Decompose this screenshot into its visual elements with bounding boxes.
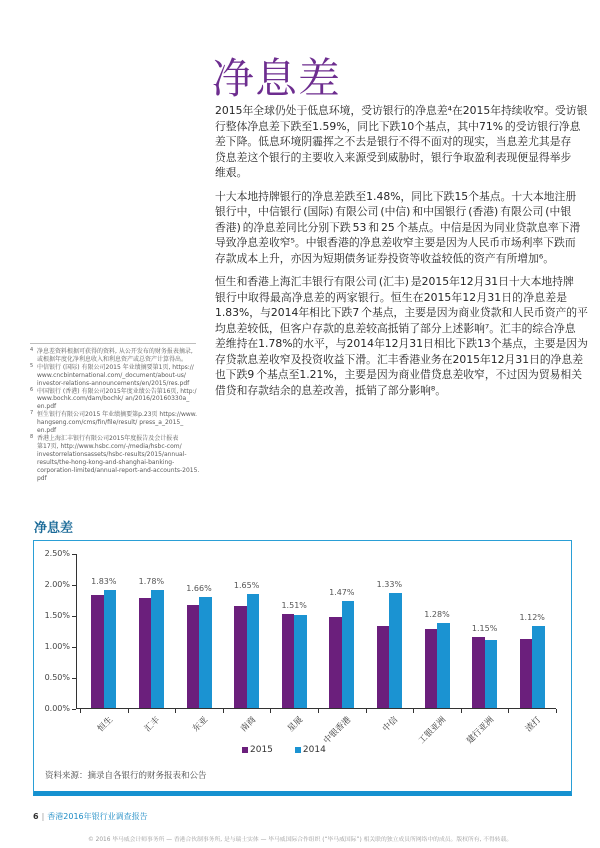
x-tick <box>461 709 462 713</box>
text-line: 借贷和存款结余的息差改善，抵销了部分影响⁸。 <box>215 383 447 397</box>
paragraph-2 <box>215 189 581 267</box>
chart-source: 资料来源：摘录自各银行的财务报表和公告 <box>45 771 207 781</box>
plot-area <box>44 549 556 747</box>
chart-legend <box>242 745 326 755</box>
footnote-line: 净息差资料根据可获得的资料, 从公开发布的财务报表摘录, <box>37 348 193 355</box>
data-label: 1.28% <box>424 610 450 620</box>
y-tick <box>72 554 76 555</box>
paragraph-3 <box>215 274 588 398</box>
text-line: 差下降。低息环境阴霾挥之不去是银行不得不面对的现实，当息差尤其是存 <box>215 135 572 148</box>
text-line: 行整体净息差下跌至1.59%，同比下跌10个基点，其中71% 的受访银行净息 <box>215 119 581 133</box>
bar-2014[interactable] <box>485 640 498 708</box>
page-number: 6 <box>33 812 39 821</box>
data-label: 1.66% <box>186 584 212 594</box>
footnote-link[interactable]: investorrelationsassets/hsbc-results/2015/annual- <box>37 450 187 458</box>
data-label: 1.47% <box>329 588 355 598</box>
x-tick <box>318 709 319 713</box>
footnote-link[interactable]: hangseng.com/cms/fin/file/result/ press_a_2015_ <box>37 419 184 427</box>
y-tick-label: 0.50% <box>44 673 70 682</box>
bar-2014[interactable] <box>532 626 545 708</box>
footnote-6 <box>30 388 196 412</box>
x-tick <box>508 709 509 713</box>
bar-2015[interactable] <box>187 605 200 708</box>
bar-2014[interactable] <box>199 597 212 708</box>
footnote-link[interactable]: pdf <box>37 474 47 482</box>
legend-label: 2014 <box>302 745 326 755</box>
footnote-5 <box>30 364 196 388</box>
chart-heading: 净息差 <box>34 521 74 536</box>
footnote-marker: 6 <box>30 386 34 393</box>
footnotes <box>30 343 200 482</box>
body-text <box>215 103 588 406</box>
bar-2015[interactable] <box>139 598 152 708</box>
text-line: 2015年全球仍处于低息环境，受访银行的净息差⁴在2015年持续收窄。受访银 <box>215 104 588 117</box>
footnote-link[interactable]: en.pdf <box>37 403 57 411</box>
bar-2014[interactable] <box>294 615 307 708</box>
x-tick <box>556 709 557 713</box>
data-label: 1.65% <box>233 580 260 590</box>
y-tick <box>72 709 76 710</box>
y-tick-label: 2.00% <box>44 580 70 589</box>
page-footer <box>33 812 148 822</box>
text-line: 存贷款息差收窄及投资收益下滑。汇丰香港业务在2015年12月31日的净息差 <box>215 352 584 366</box>
x-axis-label: 东亚 <box>190 715 211 735</box>
x-axis-label: 恒生 <box>95 715 115 735</box>
y-axis <box>76 554 77 709</box>
x-tick <box>413 709 414 713</box>
x-axis-label: 南商 <box>238 715 258 735</box>
bar-2015[interactable] <box>377 626 390 708</box>
bar-2015[interactable] <box>329 617 342 708</box>
x-axis <box>76 708 556 709</box>
text-line: 维艰。 <box>215 166 248 179</box>
text-line: 存款成本上升，亦因为短期债务证券投资等收益较低的资产有所增加⁶。 <box>215 251 555 265</box>
x-axis-label: 星展 <box>286 715 306 735</box>
data-label: 1.51% <box>281 601 307 611</box>
x-axis-label: 建行亚洲 <box>464 715 496 747</box>
bar-2014[interactable] <box>389 593 402 708</box>
data-label: 1.12% <box>519 613 545 623</box>
footnote-8 <box>30 433 200 482</box>
y-tick <box>72 647 76 648</box>
x-tick <box>270 709 271 713</box>
y-tick-label: 2.50% <box>44 549 70 558</box>
bar-2014[interactable] <box>151 590 164 708</box>
data-label: 1.83% <box>91 577 117 587</box>
footnote-marker: 5 <box>30 362 34 369</box>
footnote-marker: 7 <box>30 410 34 417</box>
text-line: 十大本地持牌银行的净息差跌至1.48%，同比下跌15个基点。十大本地注册 <box>215 189 577 203</box>
y-tick <box>72 616 76 617</box>
page-title: 净息差 <box>212 54 342 103</box>
footnote-4 <box>30 348 196 364</box>
legend-swatch-icon <box>242 747 248 753</box>
paragraph-1 <box>215 103 588 181</box>
x-axis-label: 汇丰 <box>143 715 163 735</box>
bar-2015[interactable] <box>282 614 295 708</box>
footnote-line: 恒生银行有限公司2015 年业绩摘要第p.23页 https://www. <box>37 411 198 419</box>
legend-item-2014[interactable] <box>295 745 326 755</box>
x-axis-label: 渣打 <box>524 715 544 735</box>
bar-2015[interactable] <box>425 629 438 708</box>
copyright-notice: © 2016 毕马威会计师事务所 — 香港合伙制事务所, 是与瑞士实体 — 毕马威国际合作组织 (“毕马威国际”) 相关联的独立成员所网络中的成员。版权所有, 不得转载。 <box>88 837 513 843</box>
text-line: 香港) 的净息差同比分别下跌 53 和 25 个基点。中信是因为同业贷款息率下滑 <box>215 220 581 234</box>
chart-container <box>33 540 572 796</box>
footnote-line: 香港上海汇丰银行有限公司2015年度报告及会计报表 <box>37 434 179 442</box>
text-line: 也下跌9 个基点至1.21%，主要是因为商业借贷息差收窄，不过因为贸易相关 <box>215 368 583 381</box>
footnote-7 <box>30 411 196 435</box>
x-axis-label: 中银香港 <box>321 715 353 747</box>
footnote-link[interactable]: www.bochk.com/dam/bochk/ an/2016/20160330a_ <box>37 395 190 403</box>
footnote-marker: 4 <box>30 347 34 353</box>
footnote-marker: 8 <box>30 433 34 440</box>
footer-separator: | <box>41 812 45 821</box>
footnote-link[interactable]: 第17页, http://www.hsbc.com/-/media/hsbc-com/ <box>37 442 182 450</box>
x-axis-label: 工银亚洲 <box>416 715 449 747</box>
x-tick <box>175 709 176 713</box>
y-tick-label: 1.50% <box>44 611 70 620</box>
bar-2015[interactable] <box>234 606 247 708</box>
bar-2014[interactable] <box>437 623 450 708</box>
legend-item-2015[interactable] <box>242 745 273 755</box>
text-line: 贷息差这个银行的主要收入来源受到威胁时，银行争取盈利表现便显得举步 <box>215 150 572 164</box>
report-title: 香港2016年银行业调查报告 <box>47 812 148 821</box>
y-tick <box>72 585 76 586</box>
footnote-line: 中国银行 (香港) 有限公司2015年度业绩公告第16页, http:/ <box>37 387 197 395</box>
footnote-line: 中信银行 (国际) 有限公司2015 年业绩摘要第1页, https:// <box>37 363 194 371</box>
y-tick <box>72 678 76 679</box>
legend-swatch-icon <box>295 747 301 753</box>
data-label: 1.78% <box>138 576 165 586</box>
footnote-link[interactable]: results/the-hong-kong-and-shanghai-banking- <box>37 458 175 466</box>
footnote-link[interactable]: en.pdf <box>37 427 57 435</box>
text-line: 导致净息差收窄⁵。中银香港的净息差收窄主要是因为人民币市场利率下跌而 <box>215 236 576 249</box>
footnote-link[interactable]: www.cncbinternational.com/_document/about-us/ <box>37 371 186 379</box>
x-tick <box>223 709 224 713</box>
text-line: 1.83%，与2014年相比下跌7 个基点，主要是因为商业贷款和人民币资产的平 <box>215 306 588 319</box>
footnote-link[interactable]: corporation-limited/annual-report-and-accounts-2015. <box>37 466 200 474</box>
bar-2015[interactable] <box>520 639 533 708</box>
text-line: 差维持在1.78%的水平，与2014年12月31日相比下跌13个基点，主要是因为 <box>215 337 588 350</box>
x-tick <box>366 709 367 713</box>
y-tick-label: 1.00% <box>44 642 70 651</box>
bar-2014[interactable] <box>342 601 355 708</box>
bar-2015[interactable] <box>91 595 104 708</box>
x-axis-label: 中信 <box>381 715 401 735</box>
legend-label: 2015 <box>250 745 273 755</box>
x-tick <box>80 709 81 713</box>
data-label: 1.33% <box>376 579 403 589</box>
text-line: 均息差较低，但客户存款的息差较高抵销了部分上述影响⁷。汇丰的综合净息 <box>215 321 576 335</box>
footnote-link[interactable]: investor-relations-announcements/en/2015/res.pdf <box>37 379 190 387</box>
footnote-line: 或根据年度化净利息收入和利息资产或总资产计算得出。 <box>37 355 188 363</box>
bar-2014[interactable] <box>247 594 260 708</box>
x-tick <box>128 709 129 713</box>
bar-2014[interactable] <box>104 590 117 708</box>
text-line: 恒生和香港上海汇丰银行有限公司 (汇丰) 是2015年12月31日十大本地持牌 <box>215 275 574 288</box>
text-line: 银行中取得最高净息差的两家银行。恒生在2015年12月31日的净息差是 <box>215 290 567 304</box>
data-label: 1.15% <box>471 623 498 633</box>
bar-2015[interactable] <box>472 637 485 708</box>
text-line: 银行中，中信银行 (国际) 有限公司 (中信) 和中国银行 (香港) 有限公司 (中银 <box>215 205 572 218</box>
y-tick-label: 0.00% <box>44 704 70 713</box>
